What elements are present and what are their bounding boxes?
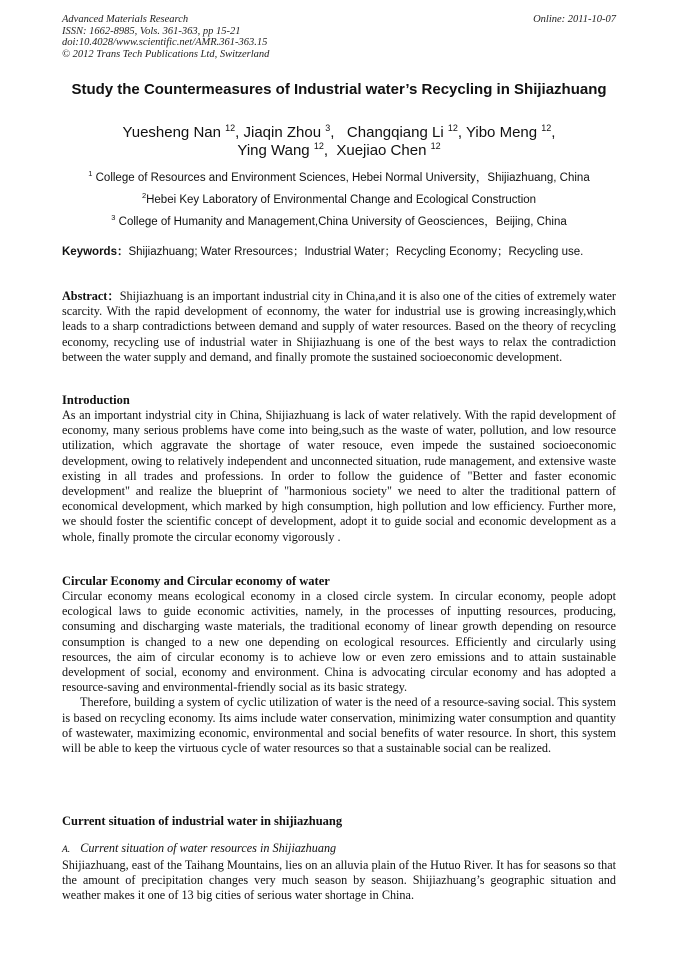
keywords-block [62, 245, 616, 259]
author-name: Jiaqin Zhou [243, 124, 322, 141]
circular-economy-paragraph-2: Therefore, building a system of cyclic utilization of water is the need of a resource-saving social. This system is based on recycling economy. Its aims include water conservation, minimizing water consumption and quantity of wastewater, maximizing economic, environmental and social benefits of water resource. In short, this system will be able to keep the virtuous cycle of water resources so that a sustainable social can be realized. [62, 695, 616, 756]
introduction-text: As an important indystrial city in China, Shijiazhuang is lack of water relatively. With the rapid development of economy, many serious problems have come into being,such as the waste of water, pollution, and low resource utilization, which aggravate the shortage of water resouce, even impede the sustained socioeconomic development, owing to relatively independent and unconnected situation, rude management, and extensive waste existing in all trades and professions. In order to follow the guidence of "Better and faster economic development" and realize the blueprint of "harmonious society" we need to alter the traditional pattern of economical development, which marked by high consumption, high pollution and low efficiency. Further more, we should foster the scientific concept of development, adopt it to guide social and economic development as a whole, finally promote the circular economy vigorously . [62, 408, 616, 544]
abstract-text: Shijiazhuang is an important industrial city in China,and it is also one of the cities of extremely water scarcity. With the rapid development of econnomy, the water for industrial use is growing increasingly,which leads to a sharp contradictions between demand and supply of water resources. Based on the theory of recycling economy, recycling use of industrial water in Shijiazhuang is one of the best ways to relax the contradiction between the water supply and demand, and finally promote the sustained socioeconomic development. [62, 289, 616, 364]
current-situation-heading: Current situation of industrial water in shijiazhuang [62, 814, 343, 828]
author-sup: 12 [313, 141, 324, 151]
author-sup: 12 [225, 123, 236, 133]
keywords-text: Shijiazhuang; Water Rresources；Industrial Water；Recycling Economy；Recycling use. [128, 246, 584, 258]
author-sup: 12 [541, 123, 552, 133]
author-name: Ying Wang [237, 142, 310, 159]
author-sup: 3 [325, 123, 331, 133]
subsection-heading [62, 841, 616, 858]
subsection-title: Current situation of water resources in Shijiazhuang [80, 841, 337, 855]
abstract-label: Abstract： [62, 289, 120, 303]
circular-economy-section [62, 574, 616, 756]
keywords-label: Keywords： [62, 246, 129, 258]
doi-line[interactable]: doi:10.4028/www.scientific.net/AMR.361-363.15 [62, 37, 268, 48]
affiliation-1: $^1$ College of Resources and Environment Sciences, Hebei Normal University，Shijiazhuang, China [88, 169, 590, 184]
author-sup: 12 [430, 141, 441, 151]
circular-economy-paragraph-1: Circular economy means ecological economy in a closed circle system. In circular economy, people adopt ecological laws to guide economic activities, namely, in the processes of inputting resources, producing, consuming and discharging waste materials, the traditional economy of linear growth depending on resource consumption is changed to a new one depending on ecological resources. Efficiently and circularly using resources, the aim of circular economy is to achieve low or even zero emissions and to attain sustainable development of social, economy and environment. China is advocating circular economy and has adopted a resource-saving and environmental-friendly social as its basic strategy. [62, 589, 616, 695]
online-date: Online: 2011-10-07 [533, 14, 616, 25]
author-list [62, 124, 616, 160]
paper-title: Study the Countermeasures of Industrial water’s Recycling in Shijiazhuang [71, 81, 607, 98]
current-situation-text: Shijiazhuang, east of the Taihang Mountains, lies on an alluvia plain of the Hutuo River. It has for seasons so that the amount of precipitation changes very much season by season. Shijiazhuang’s geographic situation and weather makes it one of 13 big cities of serious water shortage in China. [62, 858, 616, 903]
author-line-1: Yuesheng Nan $^{12}$, Jiaqin Zhou $^3$, Changqiang Li $^{12}$, Yibo Meng $^{12}$, [122, 123, 556, 141]
circular-economy-heading: Circular Economy and Circular economy of water [62, 574, 330, 588]
introduction-heading: Introduction [62, 393, 130, 407]
affiliation-3: $^3$ College of Humanity and Management,China University of Geosciences，Beijing, China [111, 213, 567, 228]
author-name: Xuejiao Chen [336, 142, 427, 159]
author-name: Yibo Meng [465, 124, 538, 141]
issn-line: ISSN: 1662-8985, Vols. 361-363, pp 15-21 [62, 25, 241, 37]
introduction-section [62, 393, 616, 545]
current-situation-section [62, 814, 616, 904]
author-line-2: Ying Wang $^{12}$, Xuejiao Chen $^{12}$ [237, 141, 441, 159]
affiliation-2: $^2$Hebei Key Laboratory of Environmental Change and Ecological Construction [141, 191, 537, 206]
journal-header [62, 14, 616, 60]
journal-name: Advanced Materials Research [62, 14, 189, 25]
copyright-line: © 2012 Trans Tech Publications Ltd, Switzerland [62, 48, 270, 60]
author-sup: 12 [447, 123, 458, 133]
subsection-marker: A. [62, 845, 71, 855]
author-name: Changqiang Li [346, 124, 444, 141]
author-name: Yuesheng Nan [122, 124, 221, 141]
abstract-block [62, 289, 616, 365]
